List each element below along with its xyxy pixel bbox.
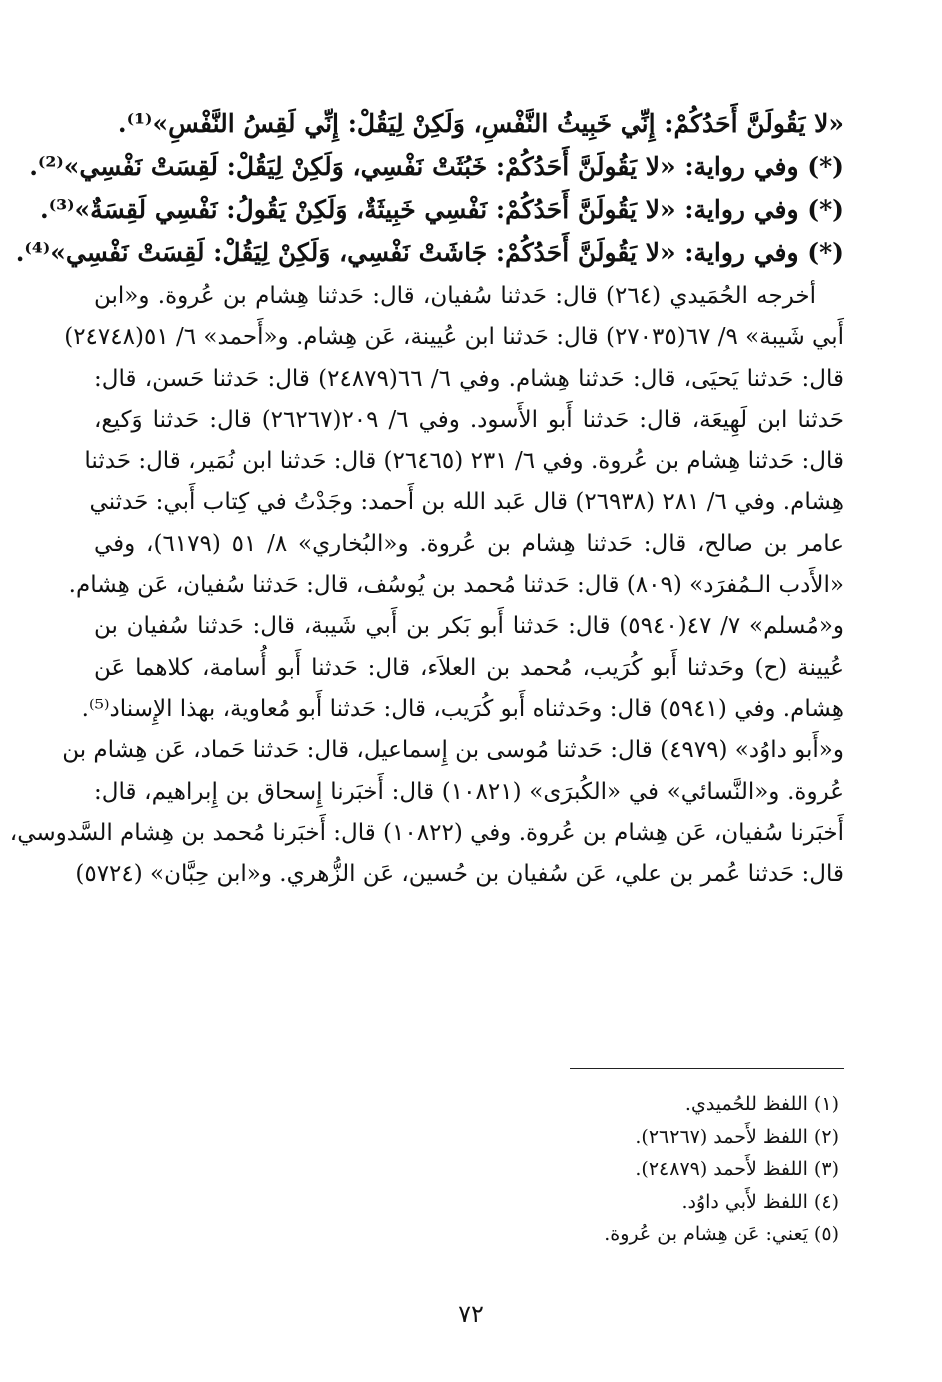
footnote-separator [570,1068,844,1069]
footnotes [94,1088,839,1251]
takhrij-paragraph [9,276,845,895]
footnote: (١) اللفظ للحُميدي. [684,1093,839,1115]
takhrij-line: قال: حَدثنا هِشام بن عُروة. وفي ٦/ ٢٣١ (٢٦٤٦٥) قال: حَدثنا ابن نُمَير، قال: حَدثنا [84,448,844,475]
takhrij-line: قال: حَدثنا عُمر بن علي، عَن سُفيان بن حُسين، عَن الزُّهري. و«ابن حِبَّان» (٥٧٢٤) [75,861,844,888]
takhrij-line: قال: حَدثنا يَحيَى، قال: حَدثنا هِشام. وفي ٦/ ٦٦(٢٤٨٧٩) قال: حَدثنا حَسن، قال: [94,365,845,392]
takhrij-line: أَخبَرنا سُفيان، عَن هِشام بن عُروة. وفي (١٠٨٢٢) قال: أَخبَرنا مُحمد بن هِشام السَّدوسي، [9,819,844,846]
takhrij-line: و«مُسلم» ٧/ ٤٧(٥٩٤٠) قال: حَدثنا أَبو بَكر بن أَبي شَيبة، قال: حَدثنا سُفيان بن [94,613,845,640]
takhrij-line: عُروة. و«النَّسائي» في «الكُبرَى» (١٠٨٢١) قال: أَخبَرنا إِسحاق بن إِبراهيم، قال: [94,778,845,805]
takhrij-line: و«أَبو داوُد» (٤٩٧٩) قال: حَدثنا مُوسى بن إِسماعيل، قال: حَدثنا حَماد، عَن هِشام بن [62,737,844,764]
page-body [9,104,845,895]
hadith-line: «لا يَقُولَنَّ أَحَدُكُمْ: إِنِّي خَبِيثُ النَّفْسِ، وَلَكِنْ لِيَقُلْ: إِنِّي لَقِسُ النَّفْسِ»⁽¹⁾. [117,109,844,138]
footnote: (٢) اللفظ لأَحمد (٢٦٢٦٧). [635,1125,839,1148]
footnote: (٣) اللفظ لأَحمد (٢٤٨٧٩). [635,1158,839,1180]
takhrij-line: أَبي شَيبة» ٩/ ٦٧(٢٧٠٣٥) قال: حَدثنا ابن عُيينة، عَن هِشام. و«أَحمد» ٦/ ٥١(٢٤٧٤٨) [64,324,844,351]
page-number: ٧٢ [458,1300,484,1328]
hadith-line: (*) وفي رواية: «لا يَقُولَنَّ أَحَدُكُمْ: جَاشَتْ نَفْسِي، وَلَكِنْ لِيَقُلْ: لَقِسَتْ نَفْسِي»⁽⁴⁾. [15,238,844,267]
takhrij-line: هِشام. وفي (٥٩٤١) قال: وحَدثناه أَبو كُرَيب، قال: حَدثنا أَبو مُعاوية، بهذا الإِسناد⁽⁵⁾. [81,695,844,722]
footnote: (٥) يَعني: عَن هِشام بن عُروة. [604,1223,839,1245]
hadith-text [15,104,844,273]
takhrij-line: هِشام. وفي ٦/ ٢٨١ (٢٦٩٣٨) قال عَبد الله بن أَحمد: وجَدْتُ في كِتاب أَبي: حَدثني [89,489,844,516]
hadith-line: (*) وفي رواية: «لا يَقُولَنَّ أَحَدُكُمْ: خَبُثَتْ نَفْسِي، وَلَكِنْ لِيَقُلْ: لَقِسَتْ نَفْسِي»⁽²⁾. [29,152,844,181]
takhrij-line: حَدثنا ابن لَهِيعَة، قال: حَدثنا أَبو الأَسود. وفي ٦/ ٢٠٩(٢٦٢٦٧) قال: حَدثنا وَكيع، [94,406,845,433]
takhrij-line: عُيينة (ح) وحَدثنا أَبو كُرَيب، مُحمد بن العلاَء، قال: حَدثنا أَبو أُسامة، كلاهما عَن [94,654,844,681]
footnote: (٤) اللفظ لأَبي داوُد. [681,1190,839,1213]
hadith-line: (*) وفي رواية: «لا يَقُولَنَّ أَحَدُكُمْ: نَفْسِي خَبِيثَةٌ، وَلَكِنْ يَقُولُ: نَفْسِي لَقِسَةٌ»⁽³⁾. [40,195,844,224]
takhrij-line: أخرجه الحُمَيدي (٢٦٤) قال: حَدثنا سُفيان، قال: حَدثنا هِشام بن عُروة. و«ابن [94,283,817,309]
takhrij-line: «الأَدب الـمُفرَد» (٨٠٩) قال: حَدثنا مُحمد بن يُوسُف، قال: حَدثنا سُفيان، عَن هِشام. [68,572,844,599]
takhrij-line: عامر بن صالح، قال: حَدثنا هِشام بن عُروة. و«البُخاري» ٨/ ٥١ (٦١٧٩)، وفي [94,530,845,557]
